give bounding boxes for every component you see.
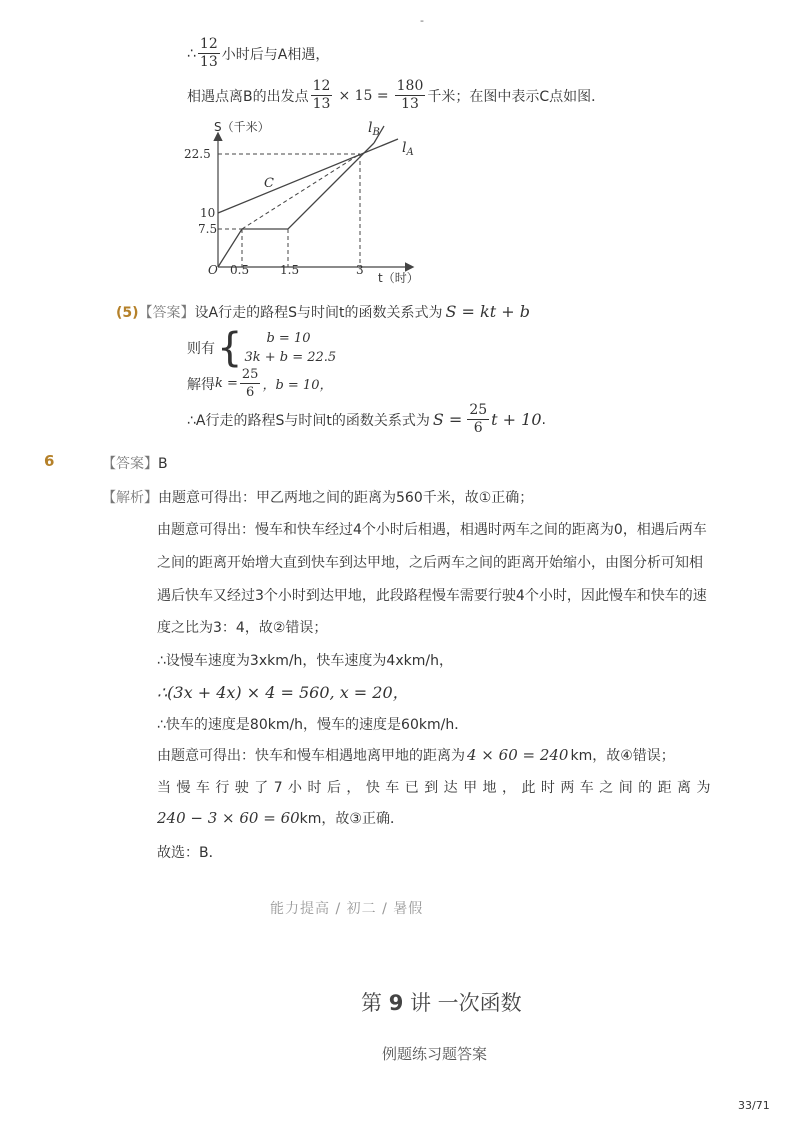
line-b-label: $l_B$ — [368, 120, 380, 138]
final-rest: t + 10 — [491, 410, 542, 429]
chapter-prefix: 第 — [361, 991, 382, 1015]
fraction-12-13-b: $\frac{12}{13}$ — [312, 78, 331, 112]
analysis-para-2: 之间的距离开始增大直到快车到达甲地，之后两车之间的距离开始缩小，由图分析可知相 — [157, 555, 703, 571]
dashed-c-line — [242, 154, 360, 229]
chapter-number: 9 — [388, 991, 404, 1015]
solution-line-2 — [187, 78, 605, 113]
y-tick-75: 7.5 — [198, 222, 218, 236]
analysis-speed: ∴设慢车速度为3xkm/h，快车速度为4xkm/h， — [157, 653, 453, 669]
final-text: ∴A行走的路程S与时间t的函数关系式为 — [187, 412, 430, 429]
solve-k: k = — [215, 376, 238, 391]
final-s: S = — [432, 410, 463, 429]
solve-prefix: 解得 — [187, 376, 215, 393]
analysis-7h: 当 慢 车 行 驶 了 7 小 时 后 ， 快 车 已 到 达 甲 地 ， 此 时 两 车 之 间 的 距 离 为 — [157, 780, 712, 796]
equation-1: b = 10 — [266, 331, 311, 346]
part5-system — [187, 325, 337, 371]
analysis-distance — [157, 808, 404, 828]
line1-text: 小时后与A相遇， — [221, 46, 330, 63]
x-tick-15: 1.5 — [280, 263, 300, 277]
distance-end: km，故③正确． — [299, 811, 404, 827]
x-axis-label: t（时） — [378, 271, 419, 285]
part5-answer-tag: 【答案】 — [138, 305, 195, 321]
chapter-title — [361, 987, 522, 1017]
final-end: . — [541, 411, 546, 428]
solution-line-1 — [187, 36, 329, 71]
part5-solve — [187, 366, 332, 401]
line-b — [218, 143, 374, 267]
system-equations — [244, 329, 336, 367]
y-tick-225: 22.5 — [184, 147, 211, 161]
part5-line-1 — [116, 302, 530, 322]
distance-time-graph — [180, 112, 440, 292]
part5-final — [187, 402, 546, 437]
q6-answer-tag: 【答案】 — [102, 456, 158, 472]
q6-analysis-tag: 【解析】 — [102, 490, 158, 506]
analysis-para-3: 遇后快车又经过3个小时到达甲地，此段路程慢车需要行驶4个小时，因此慢车和快车的速 — [157, 588, 707, 604]
analysis-choose: 故选：B． — [157, 845, 223, 861]
top-mark: - — [420, 14, 424, 27]
fraction-180-13: $\frac{180}{13}$ — [396, 78, 424, 112]
therefore-symbol: ∴ — [187, 45, 196, 62]
section-subtitle: 例题练习题答案 — [382, 1045, 488, 1063]
analysis-result: ∴快车的速度是80km/h，慢车的速度是60km/h． — [157, 717, 469, 733]
q6-answer — [102, 453, 168, 473]
system-brace: { — [217, 325, 243, 371]
times-15: × 15 = — [338, 87, 389, 104]
meet-text: 由题意可得出：快车和慢车相遇地离甲地的距离为 — [157, 748, 465, 764]
y-axis-label: S（千米） — [214, 120, 270, 134]
x-tick-05: 0.5 — [230, 263, 250, 277]
analysis-para-4: 度之比为3：4，故②错误； — [157, 620, 328, 636]
analysis-equation: ∴(3x + 4x) × 4 = 560, x = 20， — [157, 683, 409, 702]
fraction-25-6: $\frac{25}{6}$ — [241, 367, 259, 400]
analysis-meet — [157, 745, 675, 765]
equation-2: 3k + b = 22.5 — [244, 350, 337, 365]
point-c-label: C — [264, 176, 274, 191]
q6-answer-value: B — [158, 456, 168, 472]
line2-prefix: 相遇点离B的出发点 — [187, 88, 309, 105]
distance-math: 240 − 3 × 60 = 60 — [157, 809, 300, 827]
page-number: 33/71 — [738, 1099, 770, 1112]
x-tick-3: 3 — [356, 263, 364, 277]
meet-end: km，故④错误； — [570, 748, 675, 764]
part5-line1-math: S = kt + b — [445, 302, 530, 321]
system-prefix: 则有 — [187, 341, 215, 357]
line-a-label: $l_A$ — [402, 140, 414, 158]
origin-label: O — [208, 263, 218, 277]
meet-math: 4 × 60 = 240 — [467, 746, 569, 764]
line-a — [218, 139, 398, 213]
course-label: 能力提高 / 初二 / 暑假 — [270, 901, 424, 917]
chapter-suffix: 讲 一次函数 — [410, 991, 522, 1015]
analysis-para-1: 由题意可得出：慢车和快车经过4个小时后相遇，相遇时两车之间的距离为0，相遇后两车 — [157, 522, 707, 538]
analysis-first-line: 由题意可得出：甲乙两地之间的距离为560千米，故①正确； — [158, 490, 534, 506]
fraction-12-13: $\frac{12}{13}$ — [199, 36, 218, 70]
q6-number: 6 — [44, 452, 55, 470]
part5-number: (5) — [116, 305, 139, 321]
q6-analysis-first — [102, 487, 533, 507]
y-tick-10: 10 — [200, 206, 216, 220]
part5-line1-text: 设A行走的路程S与时间t的函数关系式为 — [194, 305, 443, 321]
solve-rest: ，b = 10， — [262, 378, 333, 393]
fraction-25-6-final: $\frac{25}{6}$ — [469, 402, 488, 436]
line2-suffix: 千米；在图中表示C点如图． — [427, 88, 606, 105]
